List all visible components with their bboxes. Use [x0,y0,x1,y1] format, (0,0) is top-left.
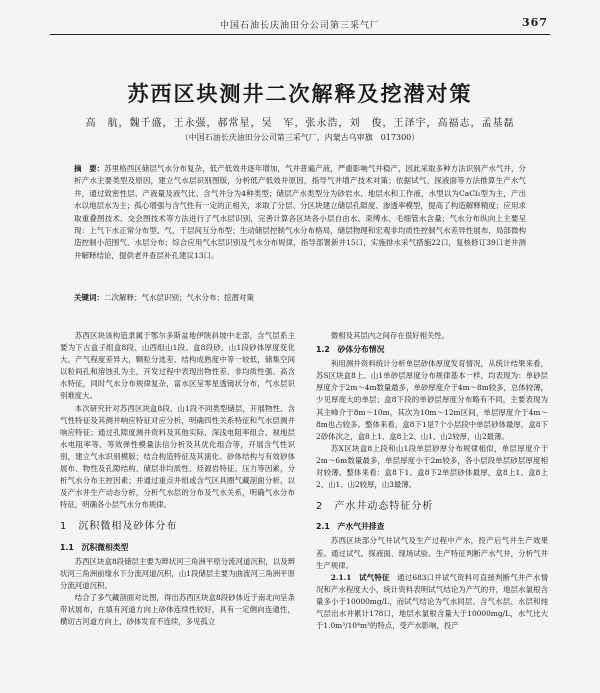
subsection-heading: 1.2 砂体分布情况 [316,345,385,355]
intro-paragraph: 苏西区块该构造隶属于鄂尔多斯盆地伊陕斜坡中北部，含气层系主要为下古盒子组盒8段、山西组山1段、盒8段砂、山1段砂体厚度变化大，产气程度差异大，颗粒分选差、结构成熟度中等一较低，储集空间以粒间孔和溶蚀孔为主，开发过程中表现出物性差、非均质性强、高含水特征，同时气水分布规律复杂，富水区呈零星透镜状分布，气水层识别难度大。 [60,331,295,401]
running-head [0,12,600,32]
body-paragraph [316,572,548,632]
abstract-label: 摘 要： [74,164,105,173]
keywords-text: 二次解释；气水层识别；气水分布；挖潜对策 [104,293,254,302]
subsection-heading: 2.1 产水气井排查 [316,522,385,532]
header-rule [50,34,550,35]
keywords-label: 关键词： [74,293,104,302]
page-number: 367 [522,16,548,29]
body-paragraph: 利用测井资料统计分析单层砂体厚度发育情况，从统计结果来看，苏S区块盒8上、山1单砂层厚度分布规律基本一样，均表现为：单砂层厚度介于2m～4m数量最多，单砂厚度介于4m～8m较多，总体较薄，少见厚度大的单层；盒8下段的单砂层厚度分布略有不同，主要表现为其主峰介于8m～10m，其次为10m～12m区间，单层厚度介于4m～8m也占较多。整体来看，盒8下1是7个小层段中单层砂体最厚，盒8下2砂体次之，盒8上1、盒8上2、山1、山2较厚，山2最薄。 [316,359,548,441]
affiliation: （中国石油长庆油田分公司第三采气厂，内蒙古乌审旗 017300） [180,133,420,142]
keywords [74,292,526,304]
body-paragraph: 苏西区块盒8段储层主要为辫状河三角洲平原分流河道沉积，以及辫状河三角洲前缘水下分流河道沉积，山1段储层主要为曲流河三角洲平原分流河道沉积。 [60,556,295,590]
subsection-heading: 1.1 沉积微相类型 [60,542,129,552]
abstract [74,163,526,262]
section-heading: 1 沉积微相及砂体分布 [60,521,178,533]
body-paragraph: 结合了多气藏剖面对比图，得出苏西区块盒8段砂体近于南北向呈条带状展布，在填有河道方向上砂体连续性较好，具有一定侧向连通性，横切古河道方向上，砂体发育不连续，多见孤立 [60,592,295,627]
running-head-text: 中国石油长庆油田分公司第三采气厂 [219,21,380,31]
body-paragraph: 苏西区块部分气井试气及生产过程中产水，投产后气井生产效果差。通过试气、探液面、现场试验、生产特征判断产水气井，分析气井生产规律。 [316,536,548,570]
body-paragraph: 苏X区块盒8上段和山1段单层砂厚分布规律相似，单层厚度介于2m～6m数量最多，单层厚度小于2m较多，各小层段单层砂层厚度相对较薄。整体来看：盒8下1、盒8下2单层砂体最厚，盒8上1、盒8上2、山1、山2较厚，山3最薄。 [316,443,548,490]
paper-title: 苏西区块测井二次解释及挖潜对策 [127,82,473,106]
subsubsection-text: 通过683口井试气资料可直接判断气井产水情况和产水程度大小，统计资料表明试气结论为产气的井，地层水氯根含量多小于10000mg/L，而试气结论为气水同层、含气水层、水层和纯气层出水井累计178口，地层水氯根含量大于10000mg/L，水气比大于1.0m³/10⁴m³的特点，受产水影响，投产 [316,572,549,631]
body-paragraph: 微相及其层内之间存在很好相关性。 [330,331,450,340]
subsubsection-label: 2.1.1 试气特征 [330,572,390,582]
right-column [316,330,548,632]
abstract-text: 苏里格西区储层气水分布复杂，低产低效井逐年增加，气井普遍产液，严重影响气井稳产，因此采取多种方法识别产水气井，分析产水主要类型及原因，建立气水层识别图版，分析低产低效井原因，指导气井增产技术对策；依据试气、探液面等方法推算生产水气井，通过致密性层、产液量及液气比、含气井分为4种类型；储层产水类型分为砂岩水、地层水和工作液，水型以为CaCl₂型为主，产出水以地层水为主；孤心增强与含气性有一定的正相关，求取了分层、分区块建立储层孔隙度、渗透率模型，提高了构造解释精度；应用求取重叠图技术、交会图技术等方法进行了气水层识别，完善计算各区块各小层自由水、束缚水、毛细管水含量；气水分布纵向上主要呈现：上气下水正常分布型、气、干层间互分布型；生动储层控制气水分布格局，储层物理和宏观非均质性控制气水差异性展布，局部微构造控制小范围气、水层分布；综合应用气水层识别及气水分布规律，指导部署新井15口，实施排水采气措施22口，复核修订39口老井测井解释结论，提供老井查层补孔建议13口。 [74,164,527,260]
intro-paragraph: 本次研究针对苏西区块盒8段、山1段不同类型储层，开展物性、含气性特征及其测井响应特征对应分析，明确四性关系特征和气水层测井响应特征；通过孔隙度测井资料及其他实际、深浅电阻率组合、视地层水电阻率等、等效弹性模量法信分析及其优化组合等，开展含气性识别，建立气水识别模版；结合构造特征及其演化、砂体结构与有效砂体展布、物性及孔隙结构、储层非均质性、烃源岩特征、压力等因素，分析气水分布主控因素；并通过重点井组或含气区具圈气藏剖面分析，以及产水井生产动态分析，分析气水层的分布及气水关系，明确气水分布特征，明确各小层气水分布规律。 [60,403,295,510]
left-column [60,330,295,628]
authors: 高 航，魏千盛，王永强，郝常星，吴 军，张永浩，刘 俊，王泽宇，高福志，孟基磊 [85,118,515,129]
section-heading: 2 产水井动态特征分析 [316,501,434,513]
